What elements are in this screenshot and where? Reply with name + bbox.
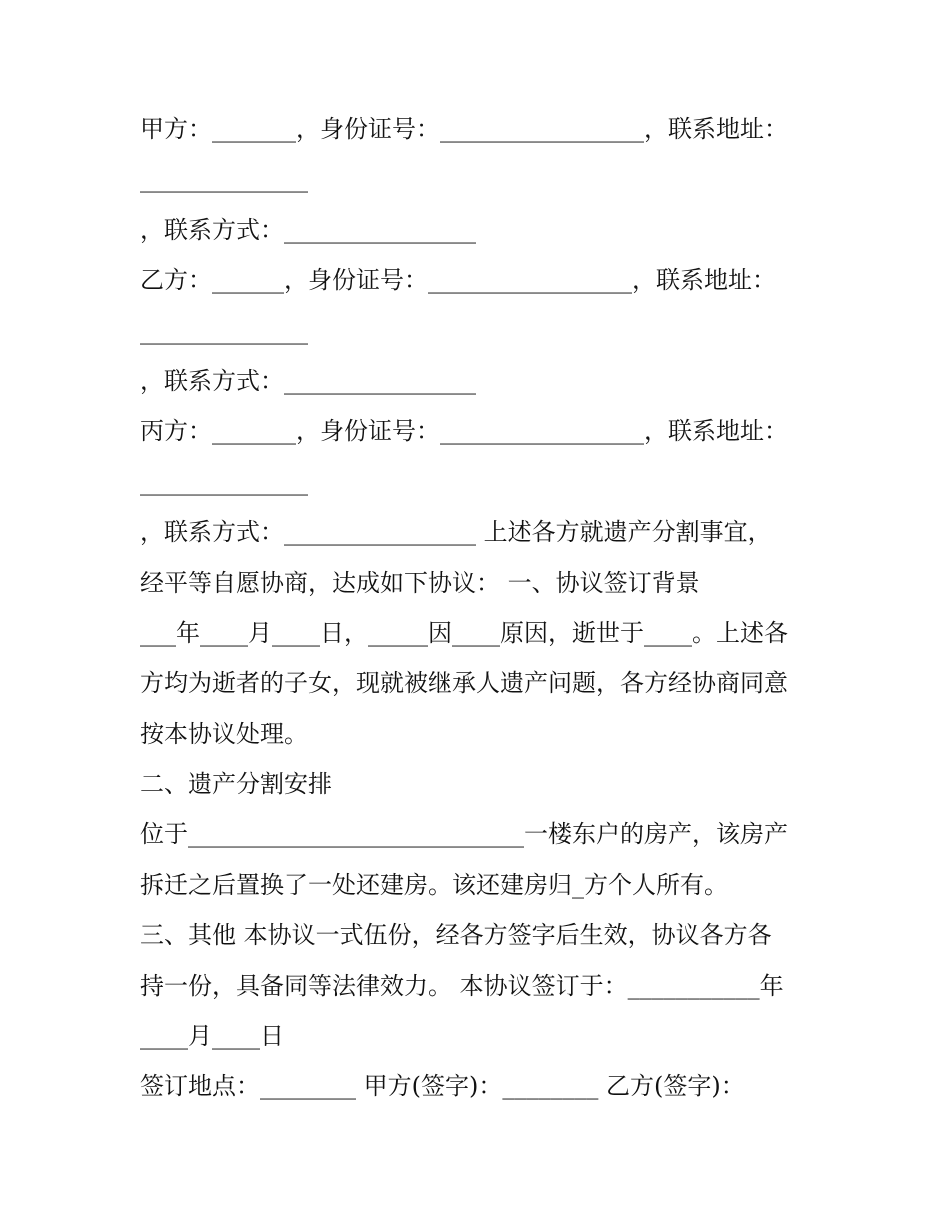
property-line-1: 位于____________________________一楼东户的房产，该房产 (140, 820, 788, 849)
section-3-line-2: 持一份，具备同等法律效力。 本协议签订于：___________年 (140, 971, 784, 1000)
background-line-2: 方均为逝者的子女，现就被继承人遗产问题，各方经协商同意 (140, 669, 788, 698)
agreement-body (140, 104, 820, 1112)
signature-line: 签订地点：________ 甲方(签字)：________ 乙方(签字)： (140, 1072, 745, 1101)
section-2-heading: 二、遗产分割安排 (140, 770, 332, 799)
party-b-line: 乙方：______，身份证号：_________________，联系地址： (140, 266, 776, 295)
party-a-line: 甲方：_______，身份证号：_________________，联系地址： (140, 115, 788, 143)
background-line-3: 按本协议处理。 (140, 719, 308, 748)
party-b-address-blank: ______________ (140, 316, 308, 345)
signing-date-line: ____月____日 (140, 1022, 284, 1051)
section-3-line-1: 三、其他 本协议一式伍份，经各方签字后生效，协议各方各 (140, 921, 772, 950)
party-c-address-blank: ______________ (140, 467, 308, 496)
party-a-contact-line: ，联系方式：________________ (140, 215, 476, 244)
background-line-1: ___年____月____日，_____因____原因，逝世于____。上述各 (140, 618, 788, 647)
party-c-line: 丙方：_______，身份证号：_________________，联系地址： (140, 417, 788, 446)
intro-line: 经平等自愿协商，达成如下协议： 一、协议签订背景 (140, 568, 700, 597)
party-b-contact-line: ，联系方式：________________ (140, 366, 476, 395)
party-c-contact-line: ，联系方式：________________ 上述各方就遗产分割事宜， (140, 518, 772, 547)
property-line-2: 拆迁之后置换了一处还建房。该还建房归_方个人所有。 (140, 870, 728, 899)
party-a-address-blank: ______________ (140, 165, 308, 194)
